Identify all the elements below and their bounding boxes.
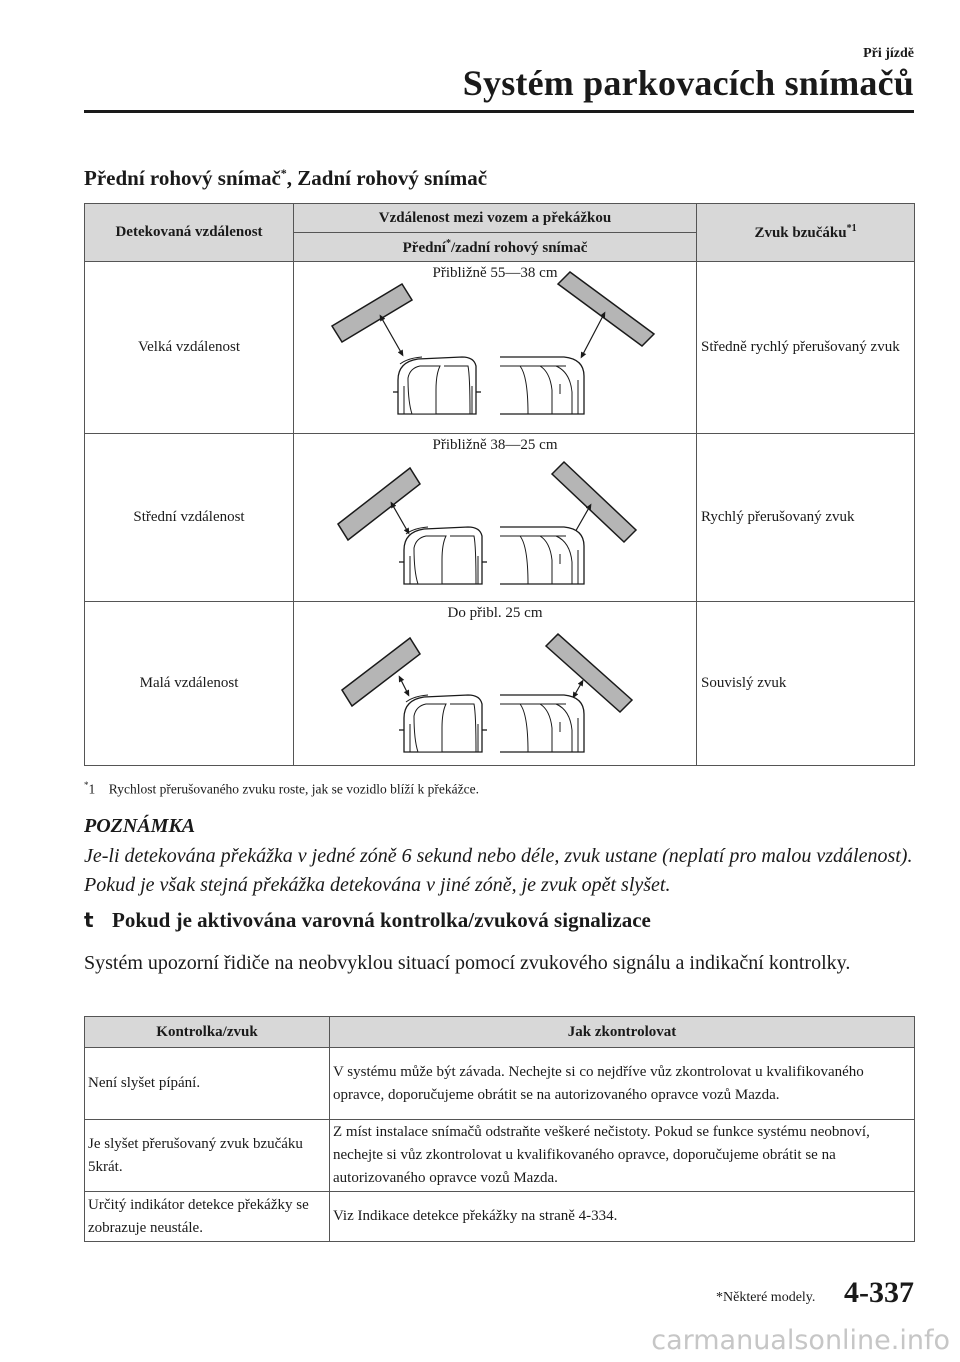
table-row: [85, 1120, 915, 1192]
check-cell: Z míst instalace snímačů odstraňte veškeré nečistoty. Pokud se funkce systému neobnoví, nechejte si vůz zkontrolovat u kvalifikovaného opravce, doporučujeme obrátit se na autorizovaného opravce vozů Mazda.: [330, 1120, 915, 1192]
check-table: [84, 1016, 915, 1242]
header-sensor-text: Přední: [402, 239, 446, 256]
watermark: carmanualsonline.info: [651, 1325, 950, 1356]
distance-table: [84, 203, 915, 766]
indicator-cell: Určitý indikátor detekce překážky se zobrazuje neustále.: [85, 1192, 330, 1242]
parking-diagram-near: [320, 602, 670, 766]
obstacle-left: [342, 638, 420, 706]
header-check: Jak zkontrolovat: [330, 1017, 915, 1048]
distance-arrow-right: [582, 314, 604, 356]
distance-arrow-left: [400, 678, 408, 694]
parking-diagram-middle: [320, 434, 670, 602]
table-row: [85, 262, 915, 434]
header-buzzer: [697, 204, 915, 262]
indicator-cell: Není slyšet pípání.: [85, 1048, 330, 1120]
distance-arrow-right: [574, 682, 582, 696]
indicator-cell: Je slyšet přerušovaný zvuk bzučáku 5krát.: [85, 1120, 330, 1192]
table-row: [85, 1192, 915, 1242]
row-sound: Rychlý přerušovaný zvuk: [697, 434, 915, 602]
footnote-text: 1 Rychlost přerušovaného zvuku roste, jak se vozidlo blíží k překážce.: [88, 781, 479, 797]
section-heading: [84, 166, 487, 191]
header-sensor-text-after: /zadní rohový snímač: [450, 239, 588, 256]
table-header-row: [85, 204, 915, 233]
car-front-icon: [399, 695, 487, 752]
bullet-icon: t: [84, 908, 94, 932]
row-label: Malá vzdálenost: [85, 602, 294, 766]
asterisk-mark: *: [280, 166, 287, 180]
header-distance: Vzdálenost mezi vozem a překážkou: [294, 204, 697, 233]
row-sound: Souvislý zvuk: [697, 602, 915, 766]
car-front-icon: [393, 357, 481, 414]
obstacle-left: [338, 468, 420, 540]
header-buzzer-sup: *1: [846, 223, 857, 234]
range-label: Přibližně 55—38 cm: [432, 265, 558, 281]
car-rear-icon: [500, 695, 584, 752]
header-detected-distance: Detekovaná vzdálenost: [85, 204, 294, 262]
table-row: [85, 1048, 915, 1120]
distance-arrow-right: [574, 506, 590, 534]
diagram-cell: [294, 602, 697, 766]
range-label: Přibližně 38—25 cm: [432, 437, 558, 453]
note-title: POZNÁMKA: [84, 815, 196, 837]
obstacle-right: [558, 272, 654, 346]
distance-arrow-left: [392, 504, 408, 532]
section-label: Při jízdě: [863, 46, 914, 61]
footnote: [84, 780, 479, 798]
table-row: [85, 434, 915, 602]
subsection-title: Pokud je aktivována varovná kontrolka/zvuková signalizace: [112, 908, 651, 932]
row-label: Velká vzdálenost: [85, 262, 294, 434]
section-heading-text-after: , Zadní rohový snímač: [286, 166, 488, 190]
diagram-cell: [294, 262, 697, 434]
header-sensor-sup: *: [445, 237, 451, 249]
header-buzzer-text: Zvuk bzučáku: [754, 225, 847, 241]
obstacle-left: [332, 284, 412, 342]
car-rear-icon: [500, 527, 584, 584]
car-front-icon: [399, 527, 487, 584]
row-sound: Středně rychlý přerušovaný zvuk: [697, 262, 915, 434]
page-title: Systém parkovacích snímačů: [462, 63, 914, 103]
range-label: Do přibl. 25 cm: [447, 605, 543, 621]
table-row: [85, 602, 915, 766]
page-number: 4-337: [844, 1276, 914, 1309]
subsection-heading: [84, 908, 651, 933]
row-label: Střední vzdálenost: [85, 434, 294, 602]
section-heading-text: Přední rohový snímač: [84, 166, 281, 190]
footer-note: *Některé modely.: [716, 1290, 816, 1305]
header-sensor: [294, 233, 697, 262]
header-indicator: Kontrolka/zvuk: [85, 1017, 330, 1048]
car-rear-icon: [500, 357, 584, 414]
diagram-cell: [294, 434, 697, 602]
parking-diagram-far: [320, 262, 670, 434]
footnote-sup: *: [84, 780, 89, 790]
check-cell: V systému může být závada. Nechejte si co nejdříve vůz zkontrolovat u kvalifikovaného opravce, doporučujeme obrátit se na autorizovaného opravce vozů Mazda.: [330, 1048, 915, 1120]
subsection-paragraph: Systém upozorní řidiče na neobvyklou situací pomocí zvukového signálu a indikační kontrolky.: [84, 952, 851, 974]
title-rule: [84, 110, 914, 113]
check-cell: Viz Indikace detekce překážky na straně 4-334.: [330, 1192, 915, 1242]
distance-arrow-left: [381, 317, 402, 354]
table-header-row: [85, 1017, 915, 1048]
note-text: Je-li detekována překážka v jedné zóně 6 sekund nebo déle, zvuk ustane (neplatí pro malou vzdálenost). Pokud je však stejná překážka detekována v jiné zóně, je zvuk opět slyšet.: [84, 845, 913, 896]
